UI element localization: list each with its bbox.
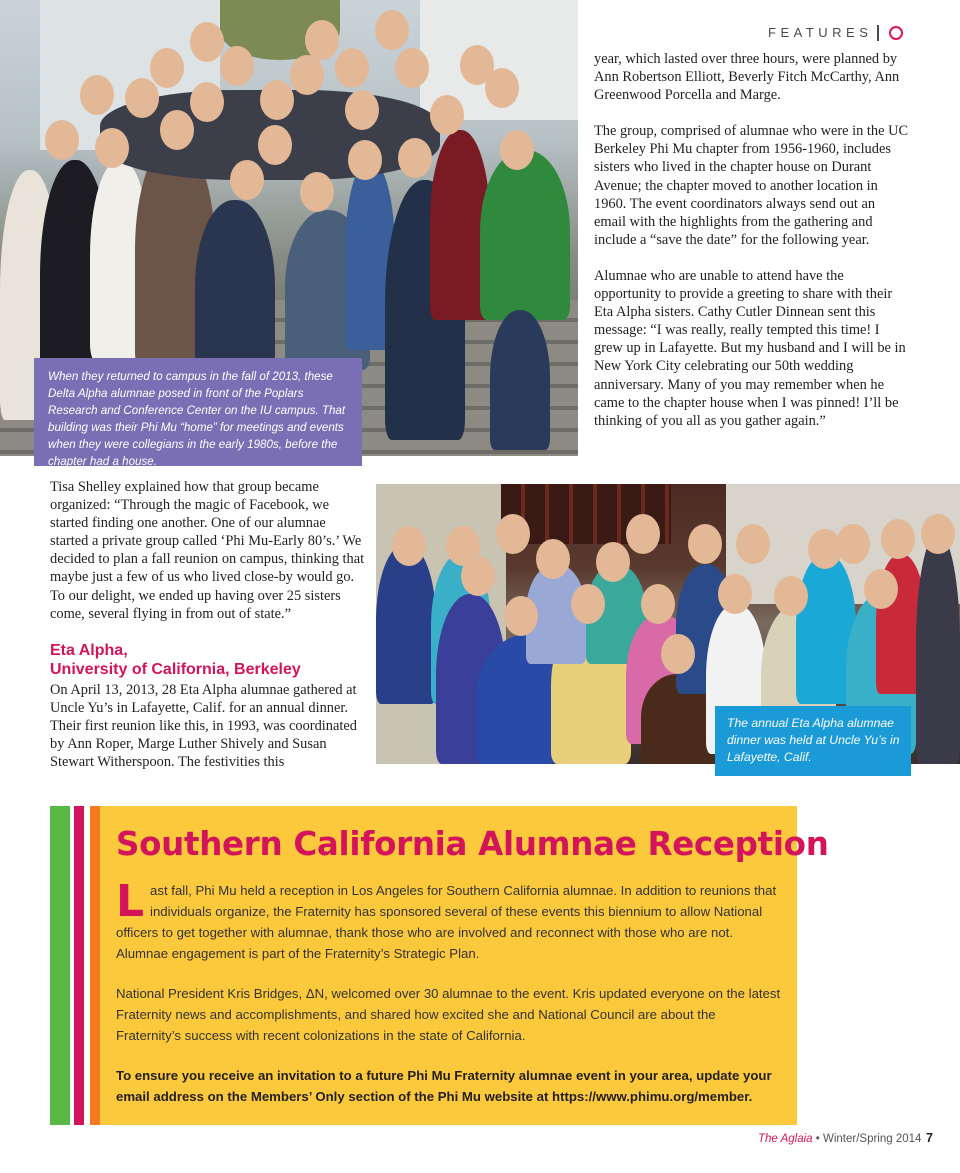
section-heading [50, 641, 366, 679]
photo-caption-eta-alpha: The annual Eta Alpha alumnae dinner was held at Uncle Yu’s in Lafayette, Calif. [715, 706, 911, 776]
accent-stripe-orange [90, 806, 100, 1125]
left-article-column [50, 478, 366, 771]
article-paragraph: The group, comprised of alumnae who were in the UC Berkeley Phi Mu chapter from 1956-1960, includes sisters who lived in the chapter house on Durant Avenue; the chapter moved to another location in 1960. The event coordinators always send out an email with the highlights from the gathering and include a “save the date” for the following year. [594, 123, 909, 248]
drop-cap: L [116, 876, 145, 927]
reception-paragraph [116, 876, 781, 964]
right-article-column [594, 50, 910, 448]
reception-body [116, 876, 781, 1126]
article-paragraph: Tisa Shelley explained how that group became organized: “Through the magic of Facebook, we started finding one another. One of our alumnae started a private group called ‘Phi Mu-Early 80’s.’ We decided to plan a fall reunion on campus, thinking that maybe just a few of us who lived close-by would go. To our delight, we ended up having over 25 sisters come, several flying in from out of state.” [50, 479, 365, 622]
flower-logo-icon [889, 26, 903, 40]
reception-paragraph: National President Kris Bridges, ΔN, welcomed over 30 alumnae to the event. Kris updated everyone on the latest Fraternity news and accomplishments, and shared how excited she and National Council are about the Fraternity’s success with recent colonizations in the state of California. [116, 986, 781, 1043]
reception-paragraph-text: ast fall, Phi Mu held a reception in Los Angeles for Southern California alumnae. In addition to reunions that individuals organize, the Fraternity has sponsored several of these events this biennium to allow National officers to get together with alumnae, thank those who are involved and reconnect with those who are not. Alumnae engagement is part of the Fraternity’s Strategic Plan. [116, 883, 777, 961]
article-paragraph: Alumnae who are unable to attend have the opportunity to provide a greeting to share with their Eta Alpha sisters. Cathy Cutler Dinnean sent this message: “I was really, really tempted this time! I grew up in Lafayette. But my husband and I will be in New York City celebrating our 50th wedding anniversary. Many of you may remember when he came to the chapter house when I was pinned! I’ll be thinking of you all as you gather again.” [594, 267, 906, 429]
section-label: FEATURES [768, 25, 873, 40]
magazine-name: The Aglaia [758, 1133, 813, 1145]
page-footer [758, 1133, 921, 1145]
page-number: 7 [926, 1131, 933, 1145]
footer-separator: • [812, 1133, 823, 1145]
issue-label: Winter/Spring 2014 [822, 1133, 922, 1145]
header-divider [877, 25, 879, 41]
photo-caption-delta-alpha: When they returned to campus in the fall of 2013, these Delta Alpha alumnae posed in front of the Poplars Research and Conference Center on the IU campus. That building was their Phi Mu “home” for meetings and events when they were collegians in the early 1980s, before the chapter had a house. [34, 358, 362, 466]
accent-stripe-magenta [74, 806, 84, 1125]
section-heading-line1: Eta Alpha, [50, 641, 128, 659]
reception-title: Southern California Alumnae Reception [116, 825, 829, 863]
article-paragraph: On April 13, 2013, 28 Eta Alpha alumnae gathered at Uncle Yu’s in Lafayette, Calif. for an annual dinner. Their first reunion like this, in 1993, was coordinated by Ann Roper, Marge Luther Shively and Susan Stewart Witherspoon. The festivities this [50, 681, 357, 771]
accent-stripe-green [50, 806, 70, 1125]
section-heading-line2: University of California, Berkeley [50, 660, 301, 678]
article-paragraph: year, which lasted over three hours, were planned by Ann Robertson Elliott, Beverly Fitch McCarthy, Ann Greenwood Porcella and Marge. [594, 51, 900, 104]
reception-call-to-action: To ensure you receive an invitation to a future Phi Mu Fraternity alumnae event in your area, update your email address on the Members’ Only section of the Phi Mu website at https://www.phimu.org/member. [116, 1068, 772, 1104]
